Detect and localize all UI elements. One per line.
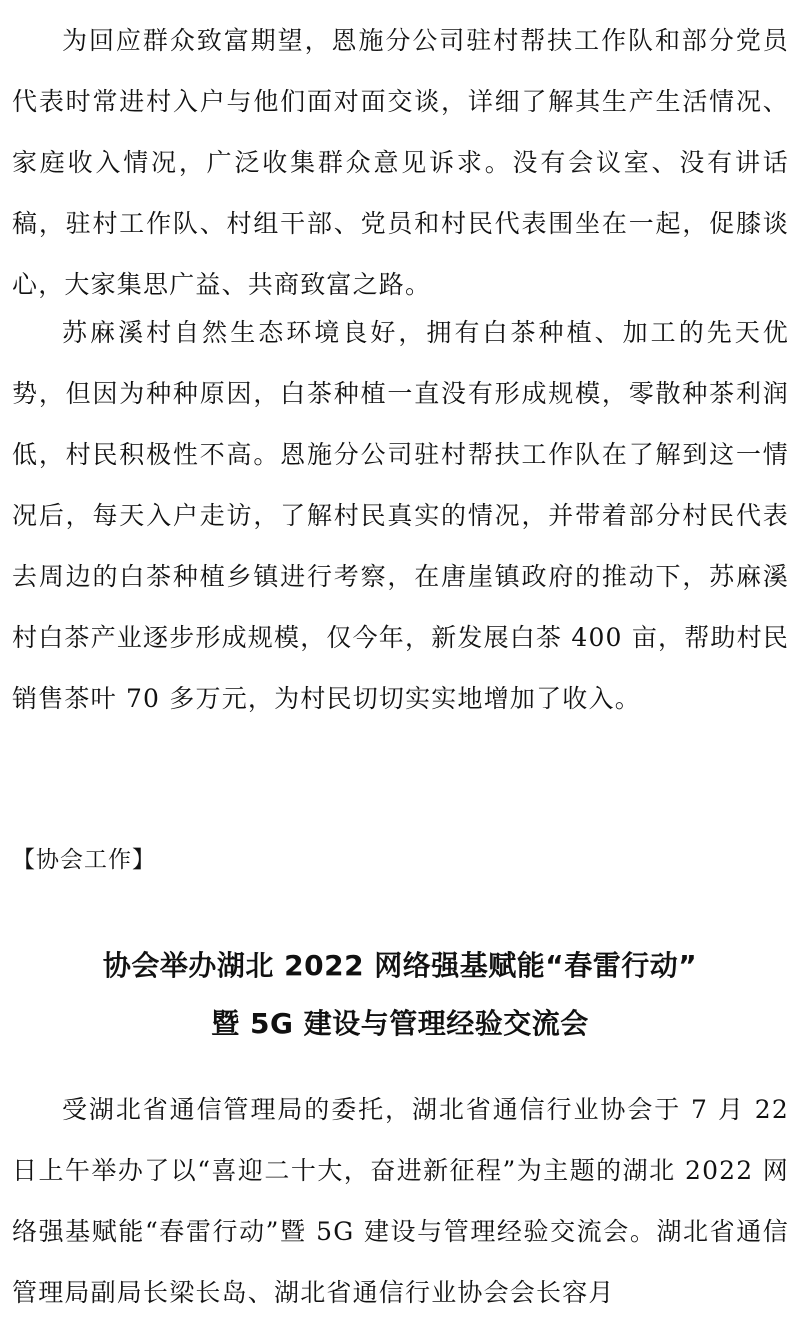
body-paragraph: 为回应群众致富期望，恩施分公司驻村帮扶工作队和部分党员代表时常进村入户与他们面对面交谈，详细了解其生产生活情况、家庭收入情况，广泛收集群众意见诉求。没有会议室、没有讲话稿，驻村工作队、村组干部、党员和村民代表围坐在一起，促膝谈心，大家集思广益、共商致富之路。 [12,26,789,299]
article-body-paragraph: 受湖北省通信管理局的委托，湖北省通信行业协会于 7 月 22 日上午举办了以“喜迎二十大，奋进新征程”为主题的湖北 2022 网络强基赋能“春雷行动”暨 5G 建设与管理经验交流会。湖北省通信管理局副局长梁长岛、湖北省通信行业协会会长容月 [12,1095,789,1307]
body-paragraph: 苏麻溪村自然生态环境良好，拥有白茶种植、加工的先天优势，但因为种种原因，白茶种植一直没有形成规模，零散种茶利润低，村民积极性不高。恩施分公司驻村帮扶工作队在了解到这一情况后，每天入户走访，了解村民真实的情况，并带着部分村民代表去周边的白茶种植乡镇进行考察，在唐崖镇政府的推动下，苏麻溪村白茶产业逐步形成规模，仅今年，新发展白茶 400 亩，帮助村民销售茶叶 70 多万元，为村民切切实实地增加了收入。 [12,318,790,713]
article-headline-line: 暨 5G 建设与管理经验交流会 [211,1007,589,1040]
section-label: 【协会工作】 [12,847,156,873]
article-headline-line: 协会举办湖北 2022 网络强基赋能“春雷行动” [102,949,698,982]
